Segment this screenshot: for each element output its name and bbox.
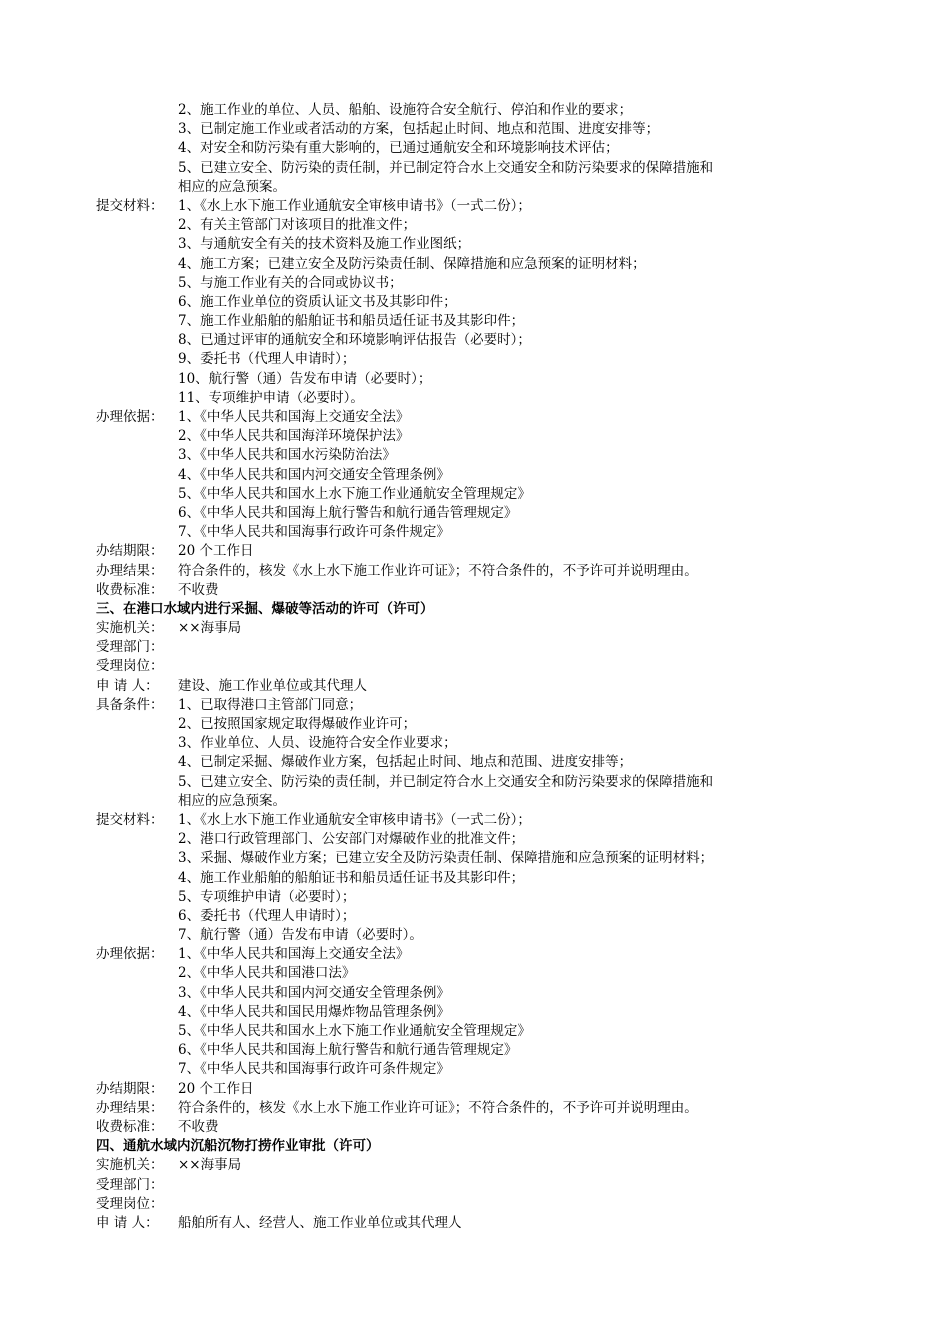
- field-value: 5、已建立安全、防污染的责任制，并已制定符合水上交通安全和防污染要求的保障措施和: [178, 159, 714, 176]
- field-label: [96, 753, 178, 772]
- field-value: 1、《水上水下施工作业通航安全审核申请书》（一式二份）；: [178, 197, 531, 214]
- document-line: [96, 696, 866, 715]
- document-line: [96, 715, 866, 734]
- document-line: [96, 159, 866, 178]
- field-value: 7、施工作业船舶的船舶证书和船员适任证书及其影印件；: [178, 313, 525, 330]
- field-label: [96, 485, 178, 504]
- document-line: [96, 350, 866, 369]
- document-line: [96, 964, 866, 983]
- field-label: 提交材料：: [96, 811, 164, 828]
- document-line: [96, 370, 866, 389]
- document-line: [96, 792, 866, 811]
- document-line: [96, 466, 866, 485]
- section-heading-text: 三、在港口水域内进行采掘、爆破等活动的许可（许可）: [96, 600, 434, 617]
- field-label: [96, 370, 178, 389]
- document-line: [96, 734, 866, 753]
- field-value: 2、已按照国家规定取得爆破作业许可；: [178, 716, 417, 732]
- document-line: [96, 945, 866, 964]
- field-value: 船舶所有人、经营人、施工作业单位或其代理人: [178, 1214, 462, 1231]
- field-label: 具备条件：: [96, 696, 164, 713]
- document-line: [96, 1214, 866, 1233]
- document-line: [96, 504, 866, 523]
- field-value: 3、《中华人民共和国内河交通安全管理条例》: [178, 984, 450, 1001]
- document-line: [96, 753, 866, 772]
- document-line: [96, 1156, 866, 1175]
- document-line: [96, 389, 866, 408]
- field-value: 2、《中华人民共和国港口法》: [178, 965, 356, 982]
- field-value: 2、港口行政管理部门、公安部门对爆破作业的批准文件；: [178, 831, 525, 848]
- field-value: 7、《中华人民共和国海事行政许可条件规定》: [178, 524, 450, 541]
- document-line: [96, 1099, 866, 1118]
- document-line: [96, 581, 866, 600]
- document-line: [96, 542, 866, 561]
- section-heading: [96, 1137, 866, 1156]
- field-value: 4、施工方案；已建立安全及防污染责任制、保障措施和应急预案的证明材料；: [178, 255, 646, 272]
- field-label: [96, 926, 178, 945]
- field-label: [96, 907, 178, 926]
- section-heading: [96, 600, 866, 619]
- field-label: 受理部门：: [96, 639, 164, 656]
- field-label: 实施机关：: [96, 620, 164, 637]
- field-value: [178, 638, 866, 657]
- field-label: [96, 446, 178, 465]
- document-line: [96, 1176, 866, 1195]
- document-line: [96, 984, 866, 1003]
- field-value: 10、航行警（通）告发布申请（必要时）；: [178, 370, 432, 387]
- document-line: [96, 139, 866, 158]
- field-label: [96, 504, 178, 523]
- field-label: [96, 293, 178, 312]
- field-label: 办理依据：: [96, 946, 164, 963]
- document-line: [96, 619, 866, 638]
- field-label: [96, 830, 178, 849]
- field-value: 建设、施工作业单位或其代理人: [178, 677, 367, 694]
- field-label: [96, 312, 178, 331]
- field-value: 6、委托书（代理人申请时）；: [178, 907, 356, 924]
- document-line: [96, 293, 866, 312]
- field-label: [96, 734, 178, 753]
- field-label: 受理岗位：: [96, 1195, 164, 1212]
- document-line: [96, 926, 866, 945]
- field-label: [96, 792, 178, 811]
- field-value: 2、施工作业的单位、人员、船舶、设施符合安全航行、停泊和作业的要求；: [178, 102, 633, 118]
- document-line: [96, 235, 866, 254]
- field-label: 办理结果：: [96, 562, 164, 579]
- field-label: 提交材料：: [96, 197, 164, 214]
- field-value: 5、专项维护申请（必要时）；: [178, 888, 356, 905]
- document-line: [96, 1060, 866, 1079]
- field-label: [96, 1003, 178, 1022]
- field-value: 9、委托书（代理人申请时）；: [178, 351, 356, 368]
- document-line: [96, 485, 866, 504]
- field-value: 4、已制定采掘、爆破作业方案，包括起止时间、地点和范围、进度安排等；: [178, 754, 633, 771]
- field-value: 相应的应急预案。: [178, 178, 286, 195]
- document-body: [96, 101, 866, 1233]
- field-value: 符合条件的，核发《水上水下施工作业许可证》；不符合条件的，不予许可并说明理由。: [178, 1099, 698, 1116]
- field-value: [178, 657, 866, 676]
- field-value: 1、《中华人民共和国海上交通安全法》: [178, 946, 410, 963]
- field-label: 办理结果：: [96, 1099, 164, 1116]
- document-line: [96, 562, 866, 581]
- field-value: 8、已通过评审的通航安全和环境影响评估报告（必要时）；: [178, 332, 531, 349]
- field-value: 6、《中华人民共和国海上航行警告和航行通告管理规定》: [178, 1042, 518, 1059]
- field-label: 办理依据：: [96, 409, 164, 425]
- field-label: [96, 869, 178, 888]
- document-line: [96, 446, 866, 465]
- document-line: [96, 830, 866, 849]
- document-line: [96, 1022, 866, 1041]
- field-label: [96, 466, 178, 485]
- field-label: [96, 984, 178, 1003]
- field-label: [96, 274, 178, 293]
- field-value: 不收费: [178, 1118, 219, 1135]
- document-line: [96, 773, 866, 792]
- field-label: [96, 139, 178, 158]
- document-line: [96, 120, 866, 139]
- document-line: [96, 427, 866, 446]
- field-label: [96, 101, 178, 120]
- field-label: [96, 1022, 178, 1041]
- field-value: 6、《中华人民共和国海上航行警告和航行通告管理规定》: [178, 504, 518, 521]
- document-line: [96, 869, 866, 888]
- field-value: 2、有关主管部门对该项目的批准文件；: [178, 217, 417, 234]
- field-value: ××海事局: [178, 1157, 242, 1174]
- document-line: [96, 331, 866, 350]
- field-value: 7、《中华人民共和国海事行政许可条件规定》: [178, 1061, 450, 1078]
- document-line: [96, 638, 866, 657]
- field-label: 受理岗位：: [96, 658, 164, 675]
- field-value: 3、《中华人民共和国水污染防治法》: [178, 447, 396, 464]
- field-value: 20 个工作日: [178, 543, 254, 560]
- document-line: [96, 312, 866, 331]
- field-value: 1、已取得港口主管部门同意；: [178, 696, 363, 713]
- field-label: [96, 159, 178, 178]
- field-label: [96, 350, 178, 369]
- field-label: [96, 120, 178, 139]
- document-line: [96, 657, 866, 676]
- field-value: 2、《中华人民共和国海洋环境保护法》: [178, 428, 410, 445]
- field-label: [96, 964, 178, 983]
- field-label: [96, 427, 178, 446]
- field-label: [96, 715, 178, 734]
- document-line: [96, 216, 866, 235]
- document-line: [96, 888, 866, 907]
- document-line: [96, 811, 866, 830]
- field-value: 相应的应急预案。: [178, 792, 286, 809]
- field-label: [96, 849, 178, 868]
- field-value: [178, 1176, 866, 1195]
- field-label: 申 请 人：: [96, 677, 159, 694]
- document-line: [96, 849, 866, 868]
- field-label: 受理部门：: [96, 1176, 164, 1193]
- field-label: [96, 1041, 178, 1060]
- field-value: 1、《中华人民共和国海上交通安全法》: [178, 409, 410, 425]
- field-value: 5、《中华人民共和国水上水下施工作业通航安全管理规定》: [178, 485, 531, 502]
- document-line: [96, 1195, 866, 1214]
- field-label: [96, 523, 178, 542]
- section-heading-text: 四、通航水域内沉船沉物打捞作业审批（许可）: [96, 1138, 380, 1155]
- field-value: 7、航行警（通）告发布申请（必要时）。: [178, 927, 423, 944]
- field-value: 20 个工作日: [178, 1080, 254, 1097]
- document-line: [96, 1118, 866, 1137]
- document-line: [96, 197, 866, 216]
- field-value: 不收费: [178, 581, 219, 598]
- field-label: 办结期限：: [96, 543, 164, 560]
- field-label: 实施机关：: [96, 1157, 164, 1174]
- field-value: 6、施工作业单位的资质认证文书及其影印件；: [178, 293, 457, 310]
- document-line: [96, 907, 866, 926]
- document-line: [96, 101, 866, 120]
- document-line: [96, 1041, 866, 1060]
- document-line: [96, 523, 866, 542]
- field-value: 4、施工作业船舶的船舶证书和船员适任证书及其影印件；: [178, 869, 525, 886]
- document-line: [96, 1080, 866, 1099]
- field-value: [178, 1195, 866, 1214]
- field-value: 5、与施工作业有关的合同或协议书；: [178, 274, 403, 291]
- field-value: 11、专项维护申请（必要时）。: [178, 389, 364, 406]
- document-line: [96, 677, 866, 696]
- field-value: 5、已建立安全、防污染的责任制，并已制定符合水上交通安全和防污染要求的保障措施和: [178, 773, 714, 790]
- field-label: [96, 888, 178, 907]
- field-label: [96, 235, 178, 254]
- field-value: 3、与通航安全有关的技术资料及施工作业图纸；: [178, 236, 471, 253]
- field-value: 4、《中华人民共和国内河交通安全管理条例》: [178, 466, 450, 483]
- field-value: 3、采掘、爆破作业方案；已建立安全及防污染责任制、保障措施和应急预案的证明材料；: [178, 850, 714, 867]
- field-label: [96, 178, 178, 197]
- document-line: [96, 274, 866, 293]
- field-value: 4、对安全和防污染有重大影响的，已通过通航安全和环境影响技术评估；: [178, 140, 619, 157]
- field-label: [96, 216, 178, 235]
- field-label: [96, 255, 178, 274]
- field-label: 申 请 人：: [96, 1214, 159, 1231]
- document-line: [96, 1003, 866, 1022]
- field-value: 1、《水上水下施工作业通航安全审核申请书》（一式二份）；: [178, 811, 531, 828]
- field-value: 符合条件的，核发《水上水下施工作业许可证》；不符合条件的，不予许可并说明理由。: [178, 562, 698, 579]
- field-label: [96, 773, 178, 792]
- document-line: [96, 178, 866, 197]
- field-label: [96, 331, 178, 350]
- field-value: 5、《中华人民共和国水上水下施工作业通航安全管理规定》: [178, 1023, 531, 1039]
- field-label: 办结期限：: [96, 1080, 164, 1097]
- document-line: [96, 255, 866, 274]
- field-label: 收费标准：: [96, 581, 164, 598]
- field-value: 3、已制定施工作业或者活动的方案，包括起止时间、地点和范围、进度安排等；: [178, 121, 660, 138]
- document-line: [96, 408, 866, 427]
- field-value: 3、作业单位、人员、设施符合安全作业要求；: [178, 735, 457, 752]
- field-value: ××海事局: [178, 620, 242, 637]
- field-label: 收费标准：: [96, 1118, 164, 1135]
- field-label: [96, 1060, 178, 1079]
- field-value: 4、《中华人民共和国民用爆炸物品管理条例》: [178, 1003, 450, 1020]
- field-label: [96, 389, 178, 408]
